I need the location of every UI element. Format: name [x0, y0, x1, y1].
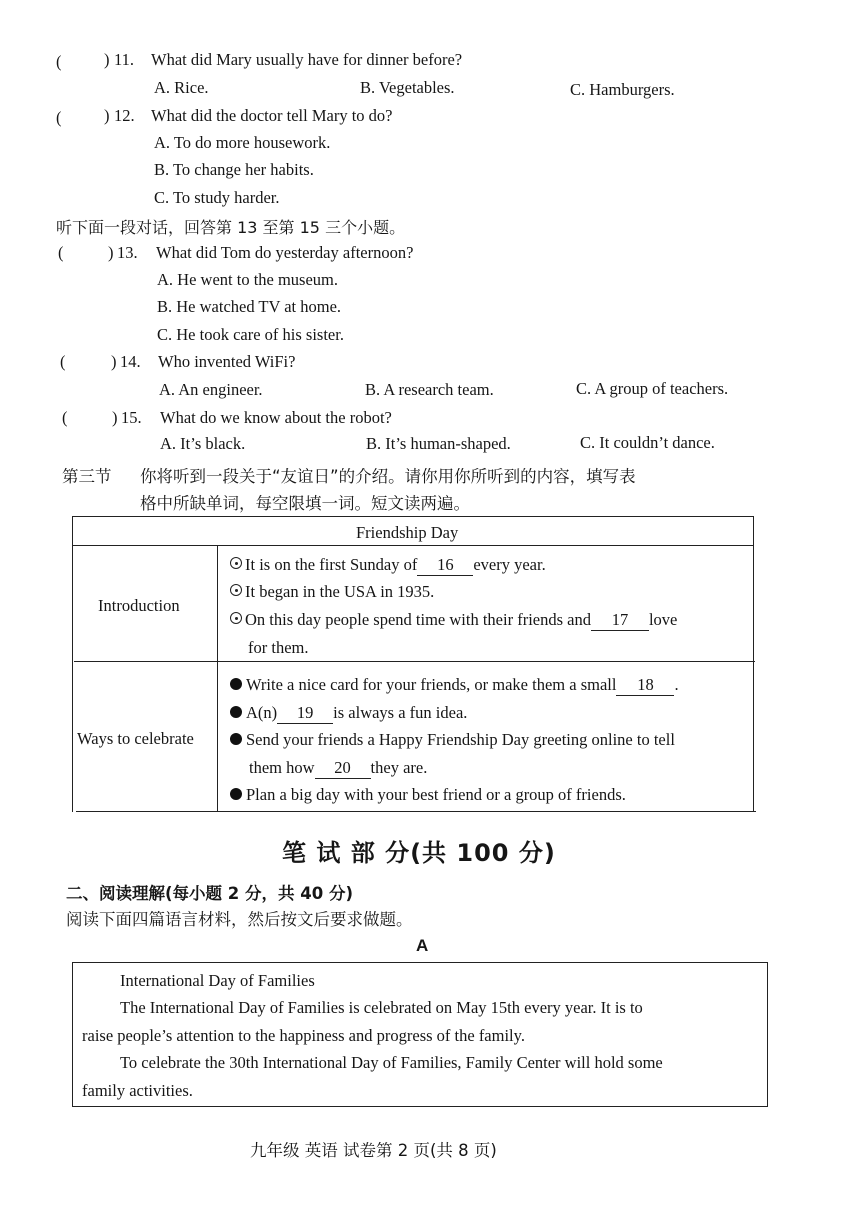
- q13-option-b: B. He watched TV at home.: [157, 297, 342, 316]
- bullet-dot-icon: [230, 788, 242, 800]
- table-top-border: [72, 516, 754, 517]
- table-left-border: [72, 516, 73, 812]
- introduction-label: Introduction: [98, 596, 180, 615]
- passage-p1-line2: raise people’s attention to the happiness and progress of the family.: [82, 1026, 525, 1045]
- q14-paren-close: ): [111, 352, 117, 371]
- q12-question: What did the doctor tell Mary to do?: [151, 106, 393, 125]
- q11-paren-open: (: [56, 52, 62, 71]
- table-header-divider: [73, 545, 754, 546]
- q14-question: Who invented WiFi?: [158, 352, 296, 371]
- passage-label: A: [416, 936, 429, 955]
- section3-instruction-line1: 你将听到一段关于“友谊日”的介绍。请你用你所听到的内容，填写表: [140, 467, 636, 486]
- q13-option-a: A. He went to the museum.: [157, 270, 339, 289]
- q11-option-a: A. Rice.: [154, 78, 209, 97]
- intro-3-tail: love: [648, 610, 678, 629]
- intro-1-text: It is on the first Sunday of: [245, 555, 418, 574]
- q13-paren-close: ): [108, 243, 114, 262]
- q11-option-c: C. Hamburgers.: [570, 80, 675, 99]
- q15-paren-close: ): [112, 408, 118, 427]
- q13-paren-open: (: [58, 243, 64, 262]
- way-item-3: [230, 730, 675, 750]
- way-item-4: [230, 785, 626, 805]
- blank-18: 18: [616, 675, 674, 696]
- q13-number: 13.: [117, 243, 138, 262]
- q13-question: What did Tom do yesterday afternoon?: [156, 243, 414, 262]
- circle-dot-icon: [230, 612, 242, 624]
- section3-label: 第三节: [62, 467, 112, 486]
- way-2-tail: is always a fun idea.: [333, 703, 468, 722]
- q15-option-c: C. It couldn’t dance.: [580, 433, 715, 452]
- intro-2-text: It began in the USA in 1935.: [245, 582, 435, 601]
- q12-option-a: A. To do more housework.: [154, 133, 331, 152]
- part2-instruction: 阅读下面四篇语言材料，然后按文后要求做题。: [66, 910, 413, 929]
- bullet-dot-icon: [230, 678, 242, 690]
- passage-p1-line1: The International Day of Families is celebrated on May 15th every year. It is to: [120, 998, 643, 1017]
- way-2-text: A(n): [246, 703, 278, 722]
- q15-number: 15.: [121, 408, 142, 427]
- bullet-dot-icon: [230, 706, 242, 718]
- table-right-border: [753, 516, 754, 812]
- q15-option-b: B. It’s human-shaped.: [366, 434, 511, 453]
- ways-to-celebrate-label: Ways to celebrate: [77, 729, 194, 748]
- passage-p2-line2: family activities.: [82, 1081, 193, 1100]
- way-3-cont-text: them how: [249, 758, 315, 777]
- q12-option-c: C. To study harder.: [154, 188, 280, 207]
- q11-option-b: B. Vegetables.: [360, 78, 455, 97]
- intro-item-2: [230, 582, 434, 602]
- way-3-tail: they are.: [370, 758, 428, 777]
- table-column-divider: [217, 545, 218, 812]
- way-3-text: Send your friends a Happy Friendship Day greeting online to tell: [246, 730, 675, 749]
- way-1-text: Write a nice card for your friends, or make them a small: [246, 675, 617, 694]
- q12-number: 12.: [114, 106, 135, 125]
- way-1-tail: .: [674, 675, 679, 694]
- q14-paren-open: (: [60, 352, 66, 371]
- blank-20: 20: [315, 758, 371, 779]
- table-row-divider: [74, 661, 755, 662]
- q12-paren-open: (: [56, 108, 62, 127]
- bullet-dot-icon: [230, 733, 242, 745]
- section3-instruction-line2: 格中所缺单词，每空限填一词。短文读两遍。: [140, 494, 470, 513]
- q11-paren-close: ): [104, 50, 110, 69]
- passage-title: International Day of Families: [120, 971, 315, 990]
- passage-p2-line1: To celebrate the 30th International Day of Families, Family Center will hold some: [120, 1053, 663, 1072]
- q13-option-c: C. He took care of his sister.: [157, 325, 344, 344]
- q15-option-a: A. It’s black.: [160, 434, 246, 453]
- blank-19: 19: [277, 703, 333, 724]
- intro-1-tail: every year.: [473, 555, 546, 574]
- q12-option-b: B. To change her habits.: [154, 160, 314, 179]
- circle-dot-icon: [230, 584, 242, 596]
- way-item-3-continued: [249, 758, 427, 779]
- way-item-1: [230, 675, 679, 696]
- intro-item-1: [230, 555, 546, 576]
- q14-option-a: A. An engineer.: [159, 380, 263, 399]
- intro-item-3-continued: for them.: [248, 638, 309, 657]
- q14-option-b: B. A research team.: [365, 380, 494, 399]
- q14-option-c: C. A group of teachers.: [576, 379, 729, 398]
- written-part-heading: 笔 试 部 分(共 100 分): [282, 839, 556, 867]
- q12-paren-close: ): [104, 106, 110, 125]
- table-bottom-border: [76, 811, 756, 812]
- q14-number: 14.: [120, 352, 141, 371]
- q11-number: 11.: [114, 50, 135, 69]
- table-title: Friendship Day: [356, 523, 459, 542]
- blank-16: 16: [417, 555, 473, 576]
- q11-question: What did Mary usually have for dinner before?: [151, 50, 463, 69]
- q15-paren-open: (: [62, 408, 68, 427]
- intro-item-3: [230, 610, 677, 631]
- intro-3-text: On this day people spend time with their friends and: [245, 610, 591, 629]
- way-item-2: [230, 703, 467, 724]
- instruction-13-15: 听下面一段对话，回答第 13 至第 15 三个小题。: [56, 218, 406, 237]
- circle-dot-icon: [230, 557, 242, 569]
- part2-title: 二、阅读理解(每小题 2 分，共 40 分): [66, 884, 354, 903]
- page-footer: 九年级 英语 试卷第 2 页(共 8 页): [250, 1141, 497, 1160]
- q15-question: What do we know about the robot?: [160, 408, 392, 427]
- blank-17: 17: [591, 610, 649, 631]
- way-4-text: Plan a big day with your best friend or a group of friends.: [246, 785, 626, 804]
